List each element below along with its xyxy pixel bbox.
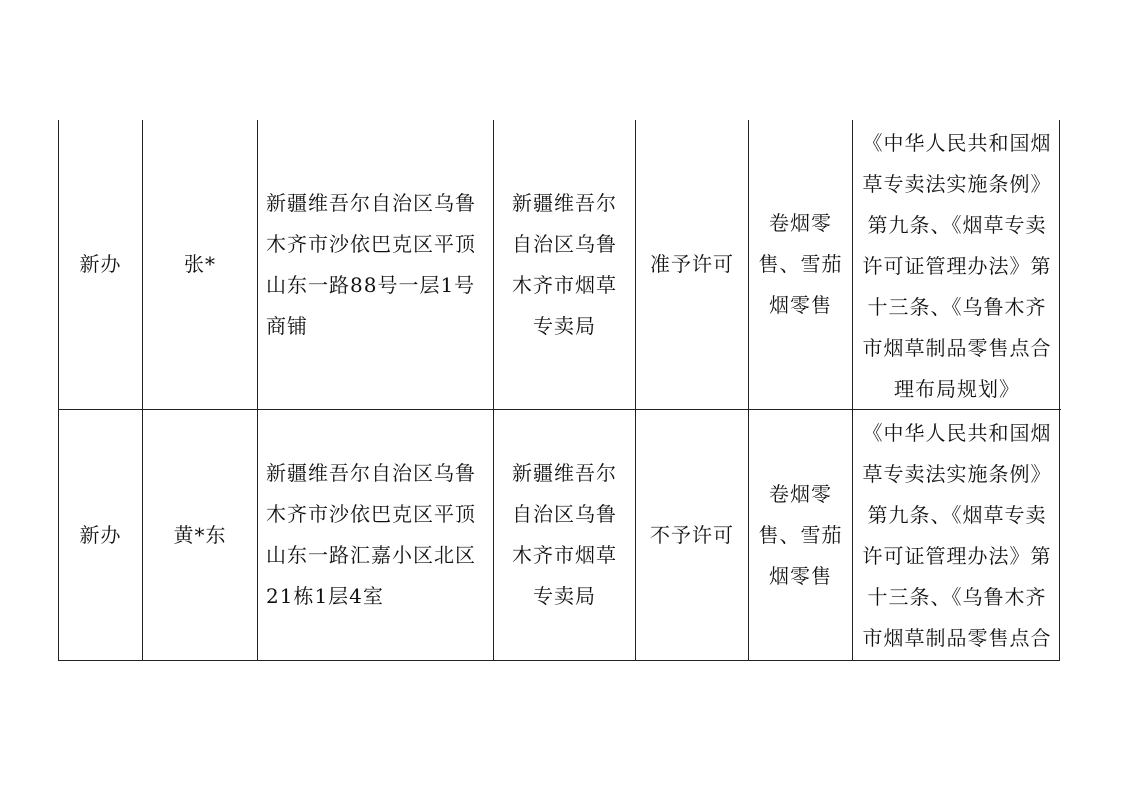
table-cell-type <box>59 410 142 660</box>
license-table <box>58 120 1060 661</box>
table-cell-authority <box>494 120 635 409</box>
address-text: 新疆维吾尔自治区乌鲁 木齐市沙依巴克区平顶 山东一路汇嘉小区北区 21栋1层4室 <box>266 461 476 608</box>
type-text: 新办 <box>79 522 122 547</box>
type-text: 新办 <box>79 252 122 276</box>
table-cell-address <box>258 120 493 409</box>
table-cell-type <box>59 120 142 409</box>
name-text: 黄*东 <box>173 522 227 547</box>
table-cell-basis <box>853 410 1061 660</box>
decision-text: 不予许可 <box>650 522 734 547</box>
name-text: 张* <box>184 252 216 276</box>
scope-text: 卷烟零 售、雪茄 烟零售 <box>758 481 843 588</box>
address-text: 新疆维吾尔自治区乌鲁 木齐市沙依巴克区平顶 山东一路88号一层1号 商铺 <box>266 190 476 338</box>
table-cell-scope <box>749 120 852 409</box>
basis-text: 《中华人民共和国烟 草专卖法实施条例》 第九条、《烟草专卖 许可证管理办法》第 十三条、《乌鲁木齐 市烟草制品零售点合 <box>862 421 1052 650</box>
table-cell-address <box>258 410 493 660</box>
table-cell-name <box>143 410 257 660</box>
decision-text: 准予许可 <box>650 252 734 276</box>
table-cell-basis <box>853 120 1061 409</box>
authority-text: 新疆维吾尔 自治区乌鲁 木齐市烟草 专卖局 <box>512 190 617 338</box>
table-cell-decision <box>636 120 748 409</box>
scope-text: 卷烟零 售、雪茄 烟零售 <box>758 211 843 317</box>
table-cell-scope <box>749 410 852 660</box>
basis-text: 《中华人民共和国烟 草专卖法实施条例》 第九条、《烟草专卖 许可证管理办法》第 十三条、《乌鲁木齐 市烟草制品零售点合 理布局规划》 <box>862 131 1052 401</box>
table-cell-authority <box>494 410 635 660</box>
table-cell-name <box>143 120 257 409</box>
table-cell-decision <box>636 410 748 660</box>
authority-text: 新疆维吾尔 自治区乌鲁 木齐市烟草 专卖局 <box>512 461 617 608</box>
